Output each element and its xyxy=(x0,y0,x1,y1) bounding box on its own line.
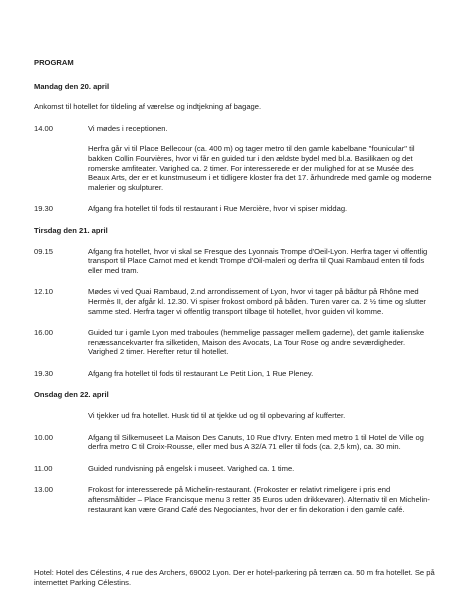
schedule-entry xyxy=(34,287,436,316)
entry-text: Afgang fra hotellet til fods til restaurant Le Petit Lion, 1 Rue Pleney. xyxy=(88,368,314,378)
schedule-entry xyxy=(34,124,436,193)
entry-body xyxy=(88,247,436,276)
entry-time: 19.30 xyxy=(34,368,54,378)
entry-body xyxy=(88,369,436,379)
entry-text: Mødes vi ved Quai Rambaud, 2.nd arrondissement of Lyon, hvor vi tager på bådtur på Rhône med Hermès II, der afgår kl. 12.30. Vi spiser frokost ombord på båden. Turen varer ca. 2 ½ time og slutter samme sted. Herfra tager vi offentlig transport tilbage til hotellet, hvor guiden vil komme. xyxy=(88,287,426,316)
entry-text: Vi tjekker ud fra hotellet. Husk tid til at tjekke ud og til opbevaring af kufferter. xyxy=(88,411,346,421)
schedule-entry xyxy=(34,204,436,214)
schedule-entry xyxy=(34,247,436,276)
entry-text: Herfra går vi til Place Bellecour (ca. 400 m) og tager metro til den gamle kabelbane "founicular" til bakken Collin Fourvières, hvor vi får en guided tur i den ældste bydel med bl.a. Basilikaen og det romerske amfiteater. Varighed ca. 2 timer. For interesserede er der mulighed for at se Musée des Beaux Arts, der er et kunstmuseum i et tidligere kloster fra det 17. århundrede med gamle og moderne malerier og skulpturer. xyxy=(88,144,432,192)
entry-text: Afgang til Silkemuseet La Maison Des Canuts, 10 Rue d'Ivry. Enten med metro 1 til Hotel de Ville og derfra metro C til Croix-Rousse, eller med bus A 32/A 71 eller til fods (ca. 2,5 km), ca. 30 min. xyxy=(88,432,424,452)
hotel-footer: Hotel: Hotel des Célestins, 4 rue des Archers, 69002 Lyon. Der er hotel-parkering på terræn ca. 50 m fra hotellet. Se på internettet Parking Célestins. xyxy=(34,568,435,587)
program-heading: PROGRAM xyxy=(34,58,74,67)
entry-text: Afgang fra hotellet, hvor vi skal se Fresque des Lyonnais Trompe d'Oeil-Lyon. Herfra tager vi offentlig transport til Place Carnot med et kendt Trompe d'Oil-maleri og derfra til Quai Rambaud enten til fods eller med tram. xyxy=(88,246,428,275)
entry-time: 09.15 xyxy=(34,246,54,256)
entry-text: Afgang fra hotellet til fods til restaurant i Rue Mercière, hvor vi spiser middag. xyxy=(88,204,348,214)
entry-text: Guided rundvisning på engelsk i museet. Varighed ca. 1 time. xyxy=(88,463,295,473)
entry-time xyxy=(34,411,88,421)
entry-text: Vi mødes i receptionen. xyxy=(88,123,168,133)
document-page xyxy=(34,58,436,526)
entry-time: 19.30 xyxy=(34,204,54,214)
entry-time: 10.00 xyxy=(34,432,54,442)
schedule-entry xyxy=(34,411,436,421)
entry-time: 16.00 xyxy=(34,328,54,338)
entry-body xyxy=(88,328,436,357)
day-title-tuesday: Tirsdag den 21. april xyxy=(34,225,108,235)
schedule-entry xyxy=(34,328,436,357)
day-title-monday: Mandag den 20. april xyxy=(34,81,110,91)
entry-time: 11.00 xyxy=(34,463,53,473)
schedule-entry xyxy=(34,485,436,514)
entry-body xyxy=(88,411,436,421)
entry-time: 14.00 xyxy=(34,123,54,133)
entry-text: Frokost for interesserede på Michelin-restaurant. (Frokoster er relativt rimeligere i pris end aftensmåltider – Place Francisque menu 3 retter 35 Euros uden drikkevarer). Alternativ til en Michelin-restaurant kan være Grand Café des Negociantes, hvor der er fin dekoration i den gamle café. xyxy=(88,485,430,514)
schedule-entry xyxy=(34,369,436,379)
entry-body xyxy=(88,464,436,474)
day-title-wednesday: Onsdag den 22. april xyxy=(34,390,109,400)
entry-text: Guided tur i gamle Lyon med traboules (hemmelige passager mellem gaderne), det gamle italienske renæssancekvarter fra silketiden, Maison des Avocats, La Tour Rose og andre seværdigheder. Varighed 2 timer. Herefter retur til hotellet. xyxy=(88,328,425,357)
entry-body xyxy=(88,433,436,452)
entry-body xyxy=(88,485,436,514)
schedule-entry xyxy=(34,433,436,452)
entry-body xyxy=(88,204,436,214)
entry-time: 13.00 xyxy=(34,485,54,495)
entry-body xyxy=(88,287,436,316)
day-intro-monday: Ankomst til hotellet for tildeling af værelse og indtjekning af bagage. xyxy=(34,102,262,112)
entry-body xyxy=(88,124,436,193)
entry-time: 12.10 xyxy=(34,287,54,297)
schedule-entry xyxy=(34,464,436,474)
